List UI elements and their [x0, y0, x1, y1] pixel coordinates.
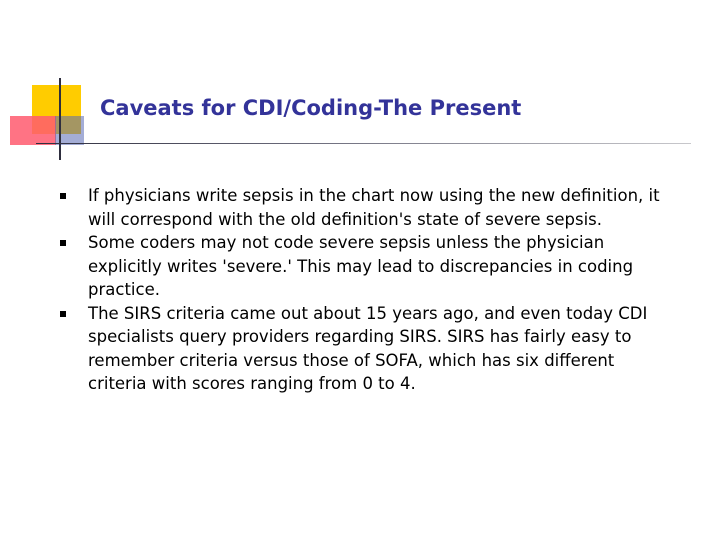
bullet-list [60, 184, 660, 396]
title-underline [36, 143, 691, 144]
bullet-item [60, 231, 660, 302]
bullet-text: If physicians write sepsis in the chart now using the new definition, it will correspond with the old definition's state of severe sepsis. [88, 186, 660, 229]
bullet-text: The SIRS criteria came out about 15 years ago, and even today CDI specialists query providers regarding SIRS. SIRS has fairly easy to remember criteria versus those of SOFA, which has six different criteria with scores ranging from 0 to 4. [88, 303, 648, 393]
square-bullet-icon [60, 240, 66, 246]
square-bullet-icon [60, 311, 66, 317]
bullet-item [60, 302, 660, 396]
decorative-vertical-line [59, 78, 61, 160]
bullet-item [60, 184, 660, 231]
square-bullet-icon [60, 193, 66, 199]
decorative-red-square [10, 116, 56, 145]
slide-title: Caveats for CDI/Coding-The Present [100, 96, 522, 120]
bullet-text: Some coders may not code severe sepsis unless the physician explicitly writes 'severe.' This may lead to discrepancies in coding practice. [88, 233, 634, 299]
